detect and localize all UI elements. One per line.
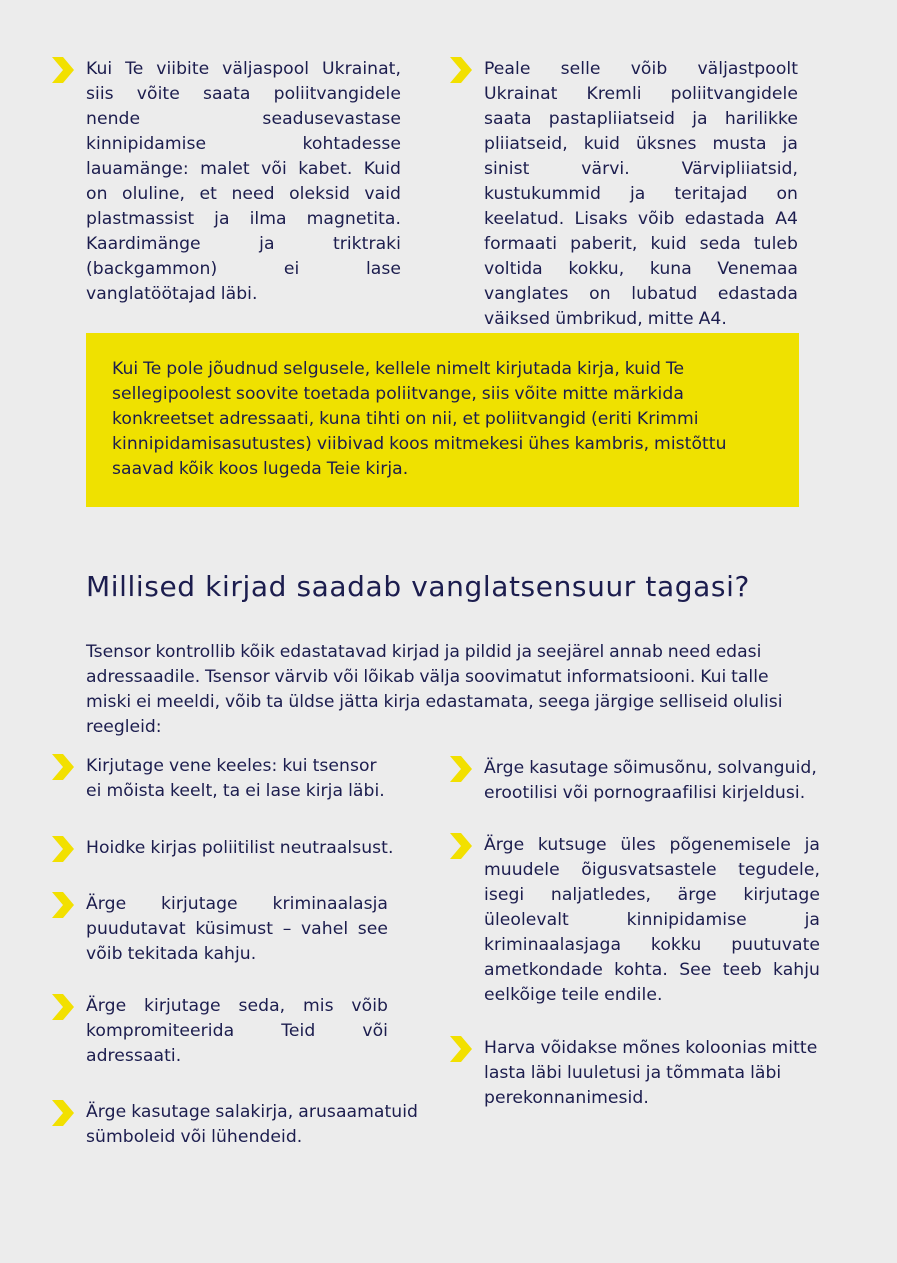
callout-box xyxy=(86,333,799,507)
chevron-right-icon xyxy=(52,1100,74,1126)
rule-text: Ärge kirjutage seda, mis võib kompromiteerida Teid või adressaati. xyxy=(86,996,388,1066)
rule-item xyxy=(52,754,396,804)
section-intro: Tsensor kontrollib kõik edastatavad kirjad ja pildid ja seejärel annab need edasi adressaadile. Tsensor värvib või lõikab välja soovimatut informatsiooni. Kui talle miski ei meeldi, võib ta üldse jätta kirja edastamata, seega järgige selliseid olulisi reegleid: xyxy=(86,642,783,737)
callout-text: Kui Te pole jõudnud selgusele, kellele nimelt kirjutada kirja, kuid Te sellegipoolest soovite toetada poliitvange, siis võite mitte märkida konkreetset adressaati, kuna tihti on nii, et poliitvangid (eriti Krimmi kinnipidamisasutustes) viibivad koos mitmekesi ühes kambris, mistõttu saavad kõik koos lugeda Teie kirja. xyxy=(112,359,727,479)
rule-text: Kirjutage vene keeles: kui tsensor ei mõista keelt, ta ei lase kirja läbi. xyxy=(86,756,385,801)
rule-text: Ärge kirjutage kriminaalasja puudutavat küsimust – vahel see võib tekitada kahju. xyxy=(86,894,388,964)
rule-item xyxy=(52,1100,426,1150)
rule-item xyxy=(52,994,388,1069)
section-heading: Millised kirjad saadab vanglatsensuur tagasi? xyxy=(86,570,750,603)
chevron-right-icon xyxy=(52,994,74,1020)
rule-item xyxy=(450,1036,824,1111)
rule-text: Ärge kasutage salakirja, arusaamatuid sümboleid või lühendeid. xyxy=(86,1102,418,1147)
rule-text: Ärge kutsuge üles põgenemisele ja muudele õigusvatsastele tegudele, isegi naljatledes, ärge kirjutage üleolevalt kinnipidamise ja kriminaalasjaga kokku puutuvate ametkondade kohta. See teeb kahju eelkõige teile endile. xyxy=(484,835,820,1005)
rule-text: Ärge kasutage sõimusõnu, solvanguid, erootilisi või pornograafilisi kirjeldusi. xyxy=(484,758,817,803)
list-item-text: Kui Te viibite väljaspool Ukrainat, siis võite saata poliitvangidele nende seadusevastase kinnipidamise kohtadesse lauamänge: malet või kabet. Kuid on oluline, et need oleksid vaid plastmassist ja ilma magnetita. Kaardimänge ja triktraki (backgammon) ei lase vanglatöötajad läbi. xyxy=(86,59,401,304)
rule-item xyxy=(450,833,820,1008)
chevron-right-icon xyxy=(450,756,472,782)
rule-text: Hoidke kirjas poliitilist neutraalsust. xyxy=(86,838,394,858)
list-item xyxy=(52,57,401,307)
rule-text: Harva võidakse mõnes koloonias mitte lasta läbi luuletusi ja tõmmata läbi perekonnanimesid. xyxy=(484,1038,818,1108)
chevron-right-icon xyxy=(450,57,472,83)
chevron-right-icon xyxy=(52,57,74,83)
rule-item xyxy=(450,756,824,806)
chevron-right-icon xyxy=(52,892,74,918)
chevron-right-icon xyxy=(450,833,472,859)
rule-item xyxy=(52,836,426,861)
list-item-text: Peale selle võib väljastpoolt Ukrainat Kremli poliitvangidele saata pastapliiatseid ja harilikke pliiatseid, kuid üksnes musta ja sinist värvi. Värvipliiatsid, kustukummid ja teritajad on keelatud. Lisaks võib edastada A4 formaati paberit, kuid seda tuleb voltida kokku, kuna Venemaa vanglates on lubatud edastada väiksed ümbrikud, mitte A4. xyxy=(484,59,798,329)
rule-item xyxy=(52,892,388,967)
chevron-right-icon xyxy=(52,836,74,862)
chevron-right-icon xyxy=(450,1036,472,1062)
list-item xyxy=(450,57,798,332)
chevron-right-icon xyxy=(52,754,74,780)
